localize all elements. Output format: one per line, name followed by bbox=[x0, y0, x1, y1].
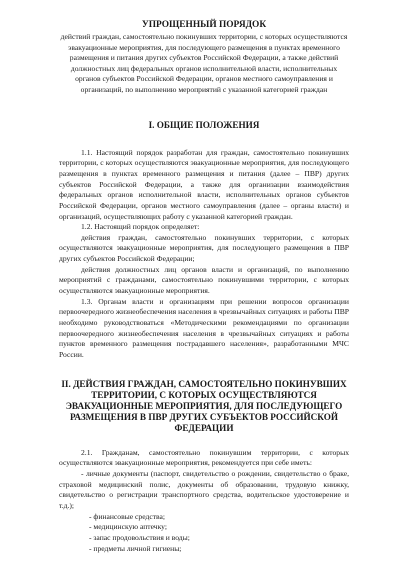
paragraph-1-2: 1.2. Настоящий порядок определяет: bbox=[81, 222, 200, 232]
list-item-first-aid: - медицинскую аптечку; bbox=[89, 522, 167, 532]
section-1-body bbox=[59, 148, 349, 361]
list-item-food-water: - запас продовольствия и воды; bbox=[89, 532, 190, 542]
document-title: УПРОЩЕННЫЙ ПОРЯДОК bbox=[141, 20, 267, 30]
list-item-finances: - финансовые средства; bbox=[89, 511, 165, 521]
document-preamble: действий граждан, самостоятельно покинувших территории, с которых осуществляются эвакуационные мероприятия, для последующего размещения в пунктах временного размещения и питания других субъектов Российской Федерации, а также действий должностных лиц федеральных органов исполнительной власти, исполнительных органов субъектов Российской Федерации, органов местного самоуправления и организаций, по выполнению мероприятий с указанной категорией граждан bbox=[60, 32, 348, 94]
paragraph-personal-documents: - личные документы (паспорт, свидетельство о рождении, свидетельство о браке, страховой медицинский полис, документы об образовании, трудовую книжку, свидетельство о регистрации транспортного средства, водительское удостоверение и т.д.); bbox=[59, 469, 349, 510]
paragraph-1-3: 1.3. Органам власти и организациям при решении вопросов организации первоочередного жизнеобеспечения населения в чрезвычайных ситуациях и работы ПВР необходимо руководствоваться «Методическими рекомендациями по организации первоочередного жизнеобеспечения населения в чрезвычайных ситуациях и работы пунктов временного размещения пострадавшего населения», разработанными МЧС России. bbox=[59, 296, 349, 360]
section-2-body bbox=[59, 448, 349, 555]
paragraph-citizen-actions: действия граждан, самостоятельно покинувших территории, с которых осуществляются эвакуационные мероприятия, для последующего размещения в ПВР других субъектов Российской Федерации; bbox=[59, 232, 349, 264]
paragraph-official-actions: действия должностных лиц органов власти и организаций, по выполнению мероприятий с гражданами, самостоятельно покинувшими территории, с которых осуществляются эвакуационные мероприятия. bbox=[59, 264, 349, 296]
section-1-heading: I. ОБЩИЕ ПОЛОЖЕНИЯ bbox=[148, 119, 260, 130]
section-2-heading: II. ДЕЙСТВИЯ ГРАЖДАН, САМОСТОЯТЕЛЬНО ПОКИНУВШИХ ТЕРРИТОРИИ, С КОТОРЫХ ОСУЩЕСТВЛЯЮТСЯ ЭВАКУАЦИОННЫЕ МЕРОПРИЯТИЯ, ДЛЯ ПОСЛЕДУЮЩЕГО РАЗМЕЩЕНИЯ В ПВР ДРУГИХ СУБЪЕКТОВ РОССИЙСКОЙ ФЕДЕРАЦИИ bbox=[61, 378, 347, 433]
list-item-hygiene: - предметы личной гигиены; bbox=[89, 543, 182, 553]
paragraph-2-1: 2.1. Гражданам, самостоятельно покинувшим территории, с которых осуществляются эвакуационные мероприятия, рекомендуется при себе иметь: bbox=[59, 447, 349, 468]
document-page bbox=[59, 20, 349, 554]
paragraph-1-1: 1.1. Настоящий порядок разработан для граждан, самостоятельно покинувших территории, с которых осуществляются эвакуационные мероприятия, для последующего размещения в пунктах временного размещения и питания (далее – ПВР) других субъектов Российской Федерации, а также для организации взаимодействия федеральных органов исполнительной власти, исполнительных органов субъектов Российской Федерации, органов местного самоуправления (далее – органы власти) и организаций, осуществляющих работу с указанной категорией граждан. bbox=[59, 147, 349, 221]
